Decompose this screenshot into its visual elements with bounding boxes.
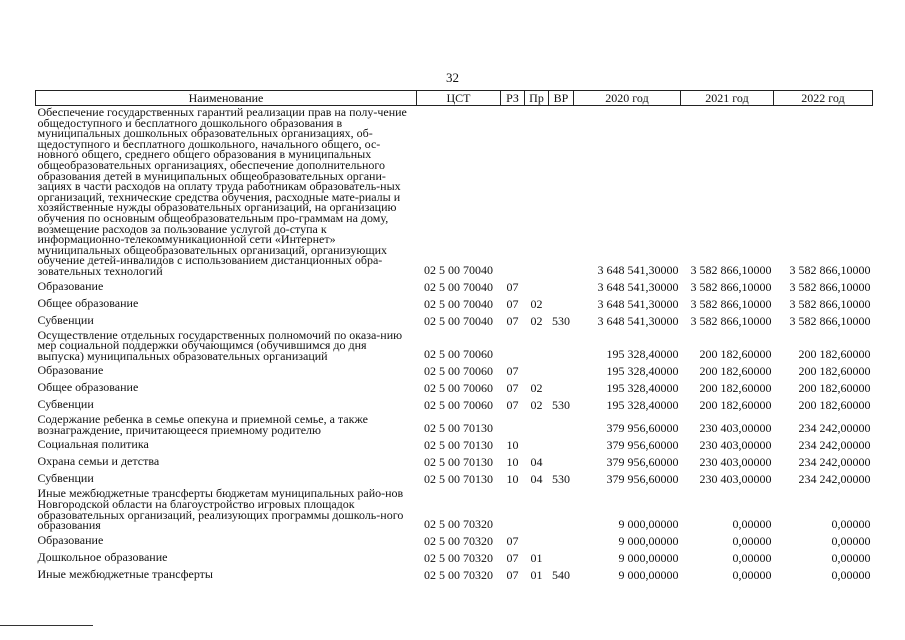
cell-rz: 07 [506,381,519,396]
cell-2020: 3 648 541,30000 [597,262,679,277]
table-row [36,453,873,470]
page-number: 32 [446,70,459,85]
cell-vr [549,453,574,470]
table-row [36,295,873,312]
cell-2022: 200 182,60000 [798,364,871,379]
cell-name: Иные межбюджетные трансферты бюджетам муниципальных райо-нов Новгородской области на благоустройство игровых площадок образовательных организаций, реализующих программы дошколь-ного образования [37,486,404,533]
cell-pr [525,329,549,363]
cell-2021: 0,00000 [732,567,772,582]
cell-name: Образование [37,278,104,293]
cell-2022: 234 242,00000 [798,455,871,470]
cell-pr: 02 [530,398,543,413]
cell-pr [525,362,549,379]
cell-2020: 379 956,60000 [606,455,679,470]
cell-2021: 3 582 866,10000 [690,279,772,294]
cell-pr: 02 [530,313,543,328]
cell-rz: 07 [506,550,519,565]
cell-2022: 200 182,60000 [798,381,871,396]
cell-2021: 0,00000 [732,550,772,565]
cell-vr [549,532,574,549]
cell-pr: 01 [530,550,543,565]
cell-vr [549,362,574,379]
cell-pr: 02 [530,381,543,396]
cell-cst: 02 5 00 70320 [424,550,493,565]
cell-pr [525,106,549,278]
budget-table [35,90,873,583]
cell-cst: 02 5 00 70040 [424,262,493,277]
cell-2021: 0,00000 [732,533,772,548]
cell-vr: 540 [552,567,570,582]
col-header-name: Наименование [36,91,417,106]
cell-2020: 195 328,40000 [606,398,679,413]
col-header-2020: 2020 год [574,91,681,106]
cell-rz [501,487,525,531]
cell-2022: 200 182,60000 [798,347,871,362]
cell-2022: 0,00000 [831,567,871,582]
cell-vr [549,379,574,396]
cell-rz: 07 [506,296,519,311]
table-row [36,436,873,453]
cell-cst: 02 5 00 70060 [424,347,493,362]
table-row [36,549,873,566]
cell-name: Субвенции [37,397,94,412]
cell-name: Социальная политика [37,437,149,452]
cell-rz [501,413,525,436]
cell-cst: 02 5 00 70040 [424,296,493,311]
cell-2020: 379 956,60000 [606,421,679,436]
cell-vr: 530 [552,472,570,487]
cell-cst: 02 5 00 70130 [424,421,493,436]
cell-2020: 9 000,00000 [618,533,679,548]
cell-name: Содержание ребенка в семье опекуна и приемной семье, а также вознаграждение, причитающееся приемному родителю [37,412,368,437]
cell-2021: 3 582 866,10000 [690,313,772,328]
cell-cst: 02 5 00 70320 [424,516,493,531]
cell-2021: 230 403,00000 [699,455,772,470]
col-header-pr: Пр [525,91,549,106]
cell-vr: 530 [552,313,570,328]
cell-rz: 07 [506,279,519,294]
cell-pr [525,436,549,453]
cell-2020: 195 328,40000 [606,364,679,379]
cell-vr [549,278,574,295]
table-row [36,379,873,396]
cell-2020: 3 648 541,30000 [597,279,679,294]
cell-name: Иные межбюджетные трансферты [37,566,213,581]
cell-2021: 200 182,60000 [699,347,772,362]
table-row [36,396,873,413]
cell-2021: 230 403,00000 [699,472,772,487]
footer-divider [0,625,93,626]
cell-cst: 02 5 00 70130 [424,472,493,487]
cell-2022: 0,00000 [831,516,871,531]
cell-rz: 07 [506,313,519,328]
cell-2020: 3 648 541,30000 [597,313,679,328]
cell-2022: 0,00000 [831,550,871,565]
cell-rz: 07 [506,364,519,379]
cell-2022: 234 242,00000 [798,438,871,453]
cell-vr [549,549,574,566]
cell-cst: 02 5 00 70060 [424,381,493,396]
cell-name: Обеспечение государственных гарантий реализации прав на полу-чение общедоступного и бесплатного дошкольного образования в муниципальных дошкольных образовательных организациях, об-щедоступного и бесплатного дошкольного, начального общего, ос-новного общего, среднего общего образования в муниципальных общеобразовательных организациях, обеспечение дополнительного образования детей в муниципальных общеобразовательных органи-зациях в части расходов на оплату труда работникам образователь-ных организаций, технические средства обучения, расходные мате-риалы и хозяйственные нужды образовательных организаций, на организацию обучения по основным общеобразовательным про-граммам на дому, возмещение расходов за пользование услугой до-ступа к информационно-телекоммуникационной сети «Интернет» муниципальных общеобразовательных организаций, организующих обучение детей-инвалидов с использованием дистанционных обра-зовательных технологий [37,105,407,278]
cell-rz: 07 [506,533,519,548]
cell-rz: 07 [506,567,519,582]
table-row [36,278,873,295]
cell-pr: 01 [530,567,543,582]
cell-name: Дошкольное образование [37,549,168,564]
cell-name: Осуществление отдельных государственных полномочий по оказа-нию мер социальной поддержки обучающимся (обучившимся до дня выпуска) муниципальных образовательных организаций [37,327,403,363]
cell-name: Субвенции [37,471,94,486]
cell-2021: 200 182,60000 [699,398,772,413]
cell-2021: 200 182,60000 [699,364,772,379]
cell-vr [549,295,574,312]
cell-vr [549,329,574,363]
cell-2020: 9 000,00000 [618,550,679,565]
cell-cst: 02 5 00 70130 [424,455,493,470]
table-body [36,106,873,583]
col-header-cst: ЦСТ [417,91,501,106]
cell-2020: 379 956,60000 [606,472,679,487]
cell-pr [525,532,549,549]
col-header-rz: РЗ [501,91,525,106]
cell-name: Общее образование [37,295,139,310]
cell-cst: 02 5 00 70130 [424,438,493,453]
table-header-row [36,91,873,106]
cell-2022: 3 582 866,10000 [789,296,871,311]
cell-pr [525,278,549,295]
cell-name: Общее образование [37,380,139,395]
cell-2021: 230 403,00000 [699,438,772,453]
cell-cst: 02 5 00 70060 [424,398,493,413]
cell-rz: 10 [506,438,519,453]
cell-rz: 07 [506,398,519,413]
table-row [36,532,873,549]
table-row [36,329,873,363]
cell-2022: 200 182,60000 [798,398,871,413]
cell-2021: 230 403,00000 [699,421,772,436]
cell-vr [549,487,574,531]
cell-2022: 0,00000 [831,533,871,548]
cell-rz [501,329,525,363]
cell-cst: 02 5 00 70060 [424,364,493,379]
cell-pr [525,487,549,531]
cell-pr: 04 [530,455,543,470]
cell-vr [549,413,574,436]
table-row [36,362,873,379]
cell-2020: 9 000,00000 [618,516,679,531]
cell-name: Охрана семьи и детства [37,454,160,469]
cell-cst: 02 5 00 70320 [424,533,493,548]
cell-cst: 02 5 00 70040 [424,313,493,328]
col-header-2022: 2022 год [774,91,873,106]
table-row [36,470,873,487]
cell-2022: 3 582 866,10000 [789,262,871,277]
cell-name: Образование [37,532,104,547]
table-row [36,312,873,329]
cell-rz [501,106,525,278]
cell-2020: 3 648 541,30000 [597,296,679,311]
cell-2020: 379 956,60000 [606,438,679,453]
table-row [36,487,873,531]
cell-2021: 3 582 866,10000 [690,262,772,277]
cell-2020: 9 000,00000 [618,567,679,582]
cell-pr: 02 [530,296,543,311]
cell-vr: 530 [552,398,570,413]
cell-2021: 3 582 866,10000 [690,296,772,311]
cell-name: Субвенции [37,312,94,327]
cell-rz: 10 [506,455,519,470]
cell-2022: 3 582 866,10000 [789,279,871,294]
cell-name: Образование [37,363,104,378]
cell-2021: 200 182,60000 [699,381,772,396]
cell-cst: 02 5 00 70040 [424,279,493,294]
cell-rz: 10 [506,472,519,487]
col-header-2021: 2021 год [681,91,774,106]
cell-2020: 195 328,40000 [606,347,679,362]
cell-2022: 3 582 866,10000 [789,313,871,328]
cell-2021: 0,00000 [732,516,772,531]
table-row [36,566,873,583]
cell-vr [549,106,574,278]
cell-2022: 234 242,00000 [798,421,871,436]
cell-2020: 195 328,40000 [606,381,679,396]
cell-vr [549,436,574,453]
table-row [36,413,873,436]
cell-cst: 02 5 00 70320 [424,567,493,582]
col-header-vr: ВР [549,91,574,106]
cell-2022: 234 242,00000 [798,472,871,487]
table-row [36,106,873,278]
cell-pr [525,413,549,436]
cell-pr: 04 [530,472,543,487]
